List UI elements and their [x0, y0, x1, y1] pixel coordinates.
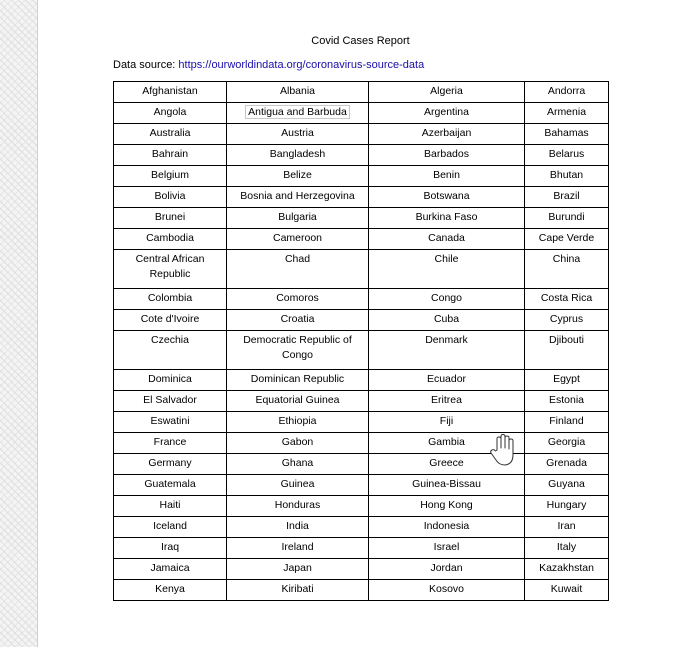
table-cell[interactable] [525, 124, 609, 145]
table-row [114, 412, 609, 433]
table-cell[interactable] [525, 289, 609, 310]
table-cell[interactable] [227, 82, 369, 103]
cell-text: Bosnia and Herzegovina [240, 190, 355, 202]
cell-text: Hungary [546, 499, 587, 511]
cell-text: Equatorial Guinea [255, 394, 340, 406]
table-cell[interactable] [525, 391, 609, 412]
table-row [114, 454, 609, 475]
table-cell[interactable] [227, 454, 369, 475]
cell-text: Cuba [433, 313, 460, 325]
table-cell[interactable] [227, 124, 369, 145]
table-cell[interactable] [525, 580, 609, 601]
data-source-link[interactable]: https://ourworldindata.org/coronavirus-source-data [178, 59, 425, 71]
cell-text: Egypt [553, 373, 580, 385]
cell-text: Estonia [548, 394, 585, 406]
table-cell[interactable] [227, 580, 369, 601]
cell-text: Gambia [428, 436, 465, 448]
cell-text: Bahrain [151, 148, 189, 160]
cell-text: Gabon [281, 436, 314, 448]
cell-text: Brunei [154, 211, 186, 223]
cell-text: Guyana [548, 478, 585, 490]
cell-text: Burundi [548, 211, 585, 223]
cell-text: Algeria [430, 85, 463, 97]
table-cell[interactable] [525, 412, 609, 433]
table-cell[interactable] [114, 82, 227, 103]
page-title: Covid Cases Report [311, 35, 410, 47]
data-source-line [113, 59, 424, 71]
table-cell[interactable] [227, 331, 369, 370]
cell-text: Ecuador [426, 373, 467, 385]
data-source-label: Data source: [113, 59, 179, 71]
table-cell[interactable] [227, 391, 369, 412]
table-cell[interactable] [369, 538, 525, 559]
table-row [114, 145, 609, 166]
cell-text: Canada [428, 232, 465, 244]
cell-text: France [153, 436, 187, 448]
cell-text: Cambodia [146, 232, 194, 244]
table-cell[interactable] [114, 289, 227, 310]
cell-text: Angola [153, 106, 187, 118]
cell-text: Israel [433, 541, 460, 553]
table-cell[interactable] [369, 229, 525, 250]
table-cell[interactable] [114, 559, 227, 580]
cell-text: Belarus [548, 148, 585, 160]
cell-text: Ethiopia [278, 415, 317, 427]
table-cell[interactable] [369, 145, 525, 166]
cell-text: Botswana [423, 190, 470, 202]
cell-text: Armenia [546, 106, 587, 118]
table-cell[interactable] [525, 475, 609, 496]
countries-table [113, 81, 609, 601]
table-cell[interactable] [525, 229, 609, 250]
table-row [114, 229, 609, 250]
cell-text: Croatia [280, 313, 315, 325]
table-cell[interactable] [114, 229, 227, 250]
table-row [114, 496, 609, 517]
table-cell[interactable] [227, 433, 369, 454]
table-cell[interactable] [369, 82, 525, 103]
cell-text: Cameroon [272, 232, 323, 244]
table-cell[interactable] [114, 475, 227, 496]
table-row [114, 124, 609, 145]
table-cell[interactable] [227, 208, 369, 229]
cell-text: Benin [433, 169, 460, 181]
cell-text: Bolivia [154, 190, 186, 202]
table-cell[interactable] [227, 559, 369, 580]
table-row [114, 187, 609, 208]
table-cell[interactable] [525, 538, 609, 559]
table-row [114, 475, 609, 496]
table-cell[interactable] [114, 433, 227, 454]
cell-text: Fiji [439, 415, 454, 427]
cell-text: Haiti [159, 499, 181, 511]
document-page [38, 0, 683, 647]
table-cell[interactable] [227, 538, 369, 559]
table-cell[interactable] [227, 496, 369, 517]
table-cell[interactable] [525, 250, 609, 289]
table-row [114, 391, 609, 412]
table-cell[interactable] [114, 166, 227, 187]
table-row [114, 538, 609, 559]
table-cell[interactable] [227, 103, 369, 124]
table-row [114, 250, 609, 289]
cell-text: Jamaica [150, 562, 190, 574]
table-cell[interactable] [369, 412, 525, 433]
table-cell[interactable] [114, 187, 227, 208]
table-cell[interactable] [114, 370, 227, 391]
cell-text: Eswatini [150, 415, 190, 427]
cell-text: Denmark [425, 334, 468, 346]
table-cell[interactable] [525, 433, 609, 454]
table-cell[interactable] [114, 496, 227, 517]
hand-pointer-icon [488, 434, 518, 468]
table-cell[interactable] [227, 145, 369, 166]
cell-text: Argentina [424, 106, 469, 118]
cell-text: Italy [556, 541, 577, 553]
cell-text: Bahamas [544, 127, 589, 139]
cell-text: Iraq [160, 541, 180, 553]
table-cell[interactable] [369, 517, 525, 538]
cell-text: Iceland [153, 520, 187, 532]
table-cell[interactable] [114, 103, 227, 124]
table-cell[interactable] [369, 580, 525, 601]
cell-text: Honduras [274, 499, 321, 511]
cell-text: Bulgaria [278, 211, 317, 223]
table-cell[interactable] [227, 229, 369, 250]
table-row [114, 208, 609, 229]
table-row [114, 166, 609, 187]
table-cell[interactable] [369, 370, 525, 391]
table-cell[interactable] [525, 208, 609, 229]
table-cell[interactable] [227, 310, 369, 331]
table-cell[interactable] [114, 517, 227, 538]
cell-text: Grenada [546, 457, 587, 469]
cell-text: Australia [149, 127, 191, 139]
cell-text: Colombia [147, 292, 193, 304]
table-cell[interactable] [227, 412, 369, 433]
table-row [114, 331, 609, 370]
cell-text: Cyprus [549, 313, 584, 325]
cell-text: Central African Republic [135, 253, 205, 280]
cell-text: Antigua and Barbuda [248, 106, 347, 118]
table-cell[interactable] [227, 187, 369, 208]
cell-text: Dominican Republic [250, 373, 345, 385]
left-margin-gutter [0, 0, 38, 647]
table-cell[interactable] [369, 289, 525, 310]
table-cell[interactable] [114, 208, 227, 229]
table-row [114, 289, 609, 310]
cell-text: Guinea [280, 478, 315, 490]
cell-text: Bhutan [549, 169, 584, 181]
table-cell[interactable] [114, 310, 227, 331]
cell-text: Barbados [424, 148, 469, 160]
cell-text: Iran [557, 520, 576, 532]
cell-text: Guatemala [144, 478, 196, 490]
table-cell[interactable] [525, 82, 609, 103]
table-cell[interactable] [227, 289, 369, 310]
table-cell[interactable] [369, 559, 525, 580]
table-row [114, 310, 609, 331]
table-cell[interactable] [525, 370, 609, 391]
table-cell[interactable] [114, 454, 227, 475]
cell-text: India [286, 520, 309, 532]
table-cell[interactable] [525, 103, 609, 124]
cell-text: Finland [549, 415, 584, 427]
table-cell[interactable] [369, 103, 525, 124]
table-cell[interactable] [525, 310, 609, 331]
table-cell[interactable] [525, 496, 609, 517]
table-cell[interactable] [369, 166, 525, 187]
table-cell[interactable] [114, 145, 227, 166]
table-row [114, 82, 609, 103]
cell-text: Czechia [151, 334, 189, 346]
cell-text: Kenya [155, 583, 185, 595]
cell-text: Azerbaijan [421, 127, 472, 139]
cell-text: Hong Kong [420, 499, 473, 511]
table-cell[interactable] [227, 517, 369, 538]
cell-text: Japan [283, 562, 312, 574]
cell-text: Afghanistan [142, 85, 198, 97]
table-cell[interactable] [369, 124, 525, 145]
cell-text: Kosovo [428, 583, 465, 595]
table-row [114, 103, 609, 124]
table-row [114, 370, 609, 391]
table-cell[interactable] [114, 580, 227, 601]
cell-text: Belize [283, 169, 312, 181]
cell-text: Burkina Faso [415, 211, 478, 223]
cell-text: Congo [431, 292, 462, 304]
table-cell[interactable] [525, 559, 609, 580]
cell-text: Belgium [151, 169, 189, 181]
table-cell[interactable] [369, 331, 525, 370]
cell-text: Kiribati [281, 583, 314, 595]
cell-text: Andorra [547, 85, 586, 97]
cell-text: Costa Rica [540, 292, 593, 304]
cell-text: Guinea-Bissau [412, 478, 481, 490]
table-cell[interactable] [525, 166, 609, 187]
cell-text: Dominica [148, 373, 192, 385]
table-row [114, 517, 609, 538]
table-cell[interactable] [369, 250, 525, 289]
table-cell[interactable] [369, 187, 525, 208]
cell-text: Kuwait [550, 583, 583, 595]
cell-text: Cote d'Ivoire [140, 313, 200, 325]
cell-text: Kazakhstan [539, 562, 594, 574]
cell-text: Ireland [281, 541, 314, 553]
table-cell[interactable] [525, 331, 609, 370]
cell-text: China [552, 253, 581, 265]
cell-text: Austria [281, 127, 314, 139]
table-cell[interactable] [114, 412, 227, 433]
cell-text: Georgia [547, 436, 586, 448]
cell-text: Bangladesh [269, 148, 326, 160]
table-cell[interactable] [114, 538, 227, 559]
cell-text: Cape Verde [538, 232, 595, 244]
table-cell[interactable] [227, 475, 369, 496]
table-row [114, 580, 609, 601]
cell-text: Comoros [276, 292, 319, 304]
table-cell[interactable] [525, 187, 609, 208]
table-row [114, 559, 609, 580]
cell-text: Djibouti [548, 334, 585, 346]
cell-text: Indonesia [423, 520, 470, 532]
table-cell[interactable] [114, 124, 227, 145]
cell-text: Jordan [430, 562, 463, 574]
cell-text: Eritrea [431, 394, 462, 406]
table-cell[interactable] [369, 310, 525, 331]
table-cell[interactable] [114, 250, 227, 289]
table-cell[interactable] [114, 391, 227, 412]
table-cell[interactable] [369, 475, 525, 496]
table-cell[interactable] [227, 250, 369, 289]
cell-text: Albania [279, 85, 316, 97]
cell-text: El Salvador [143, 394, 197, 406]
cell-text: Ghana [281, 457, 314, 469]
table-cell[interactable] [114, 331, 227, 370]
table-cell[interactable] [227, 166, 369, 187]
cell-text: Brazil [553, 190, 580, 202]
table-cell[interactable] [227, 370, 369, 391]
table-cell[interactable] [525, 454, 609, 475]
table-cell[interactable] [525, 517, 609, 538]
cell-text: Democratic Republic of Congo [243, 334, 352, 361]
cell-text: Greece [429, 457, 464, 469]
table-cell[interactable] [525, 145, 609, 166]
table-cell[interactable] [369, 496, 525, 517]
table-cell[interactable] [369, 208, 525, 229]
table-cell[interactable] [369, 391, 525, 412]
table-row [114, 433, 609, 454]
cell-text: Chad [284, 253, 311, 265]
cell-text: Chile [434, 253, 459, 265]
cell-text: Germany [148, 457, 192, 469]
